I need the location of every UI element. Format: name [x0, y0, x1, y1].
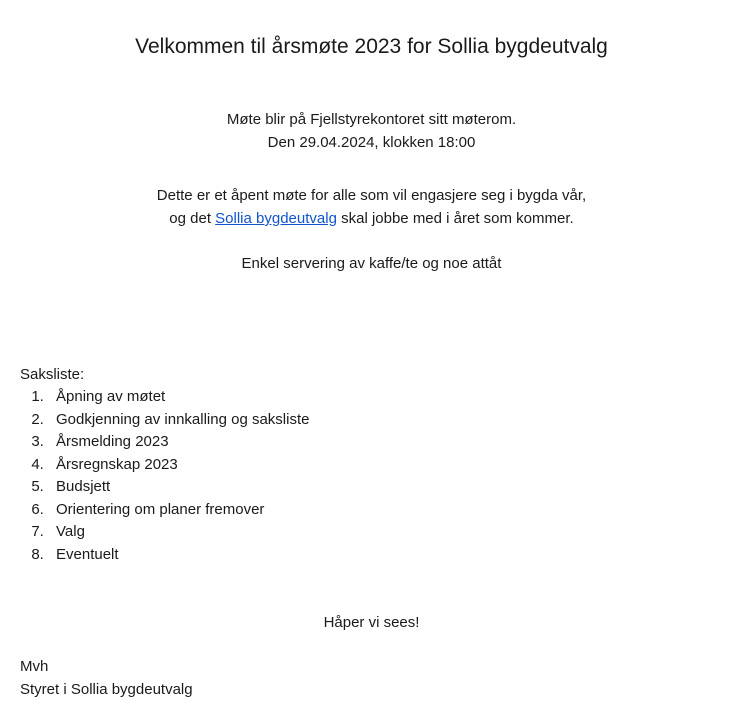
link-line — [20, 207, 723, 230]
agenda-item: 2. Godkjenning av innkalling og saksliste — [48, 409, 723, 432]
sollia-bygdeutvalg-link[interactable]: Sollia bygdeutvalg — [215, 210, 337, 227]
meeting-datetime-line: Den 29.04.2024, klokken 18:00 — [267, 134, 476, 151]
agenda-item: 1. Åpning av møtet — [48, 386, 723, 409]
signoff-mvh: Mvh — [20, 658, 49, 675]
agenda-item: 5. Budsjett — [48, 476, 723, 499]
agenda-heading: Saksliste: — [20, 366, 85, 383]
refreshments-line: Enkel servering av kaffe/te og noe attåt — [241, 255, 502, 272]
agenda-item: 8. Eventuelt — [48, 544, 723, 567]
signoff — [20, 655, 723, 701]
agenda-list — [20, 386, 723, 566]
agenda-item: 3. Årsmelding 2023 — [48, 431, 723, 454]
agenda-item: 6. Orientering om planer fremover — [48, 499, 723, 522]
link-line-prefix: og det — [169, 210, 216, 227]
signoff-styret: Styret i Sollia bygdeutvalg — [20, 681, 193, 698]
agenda-item: 7. Valg — [48, 521, 723, 544]
open-meeting-line: Dette er et åpent møte for alle som vil engasjere seg i bygda vår, — [156, 187, 587, 204]
agenda-item: 4. Årsregnskap 2023 — [48, 454, 723, 477]
page-title: Velkommen til årsmøte 2023 for Sollia bygdeutvalg — [135, 35, 608, 58]
link-line-suffix: skal jobbe med i året som kommer. — [336, 210, 574, 227]
meeting-location-line: Møte blir på Fjellstyrekontoret sitt møterom. — [226, 111, 517, 128]
farewell-line: Håper vi sees! — [323, 614, 420, 631]
